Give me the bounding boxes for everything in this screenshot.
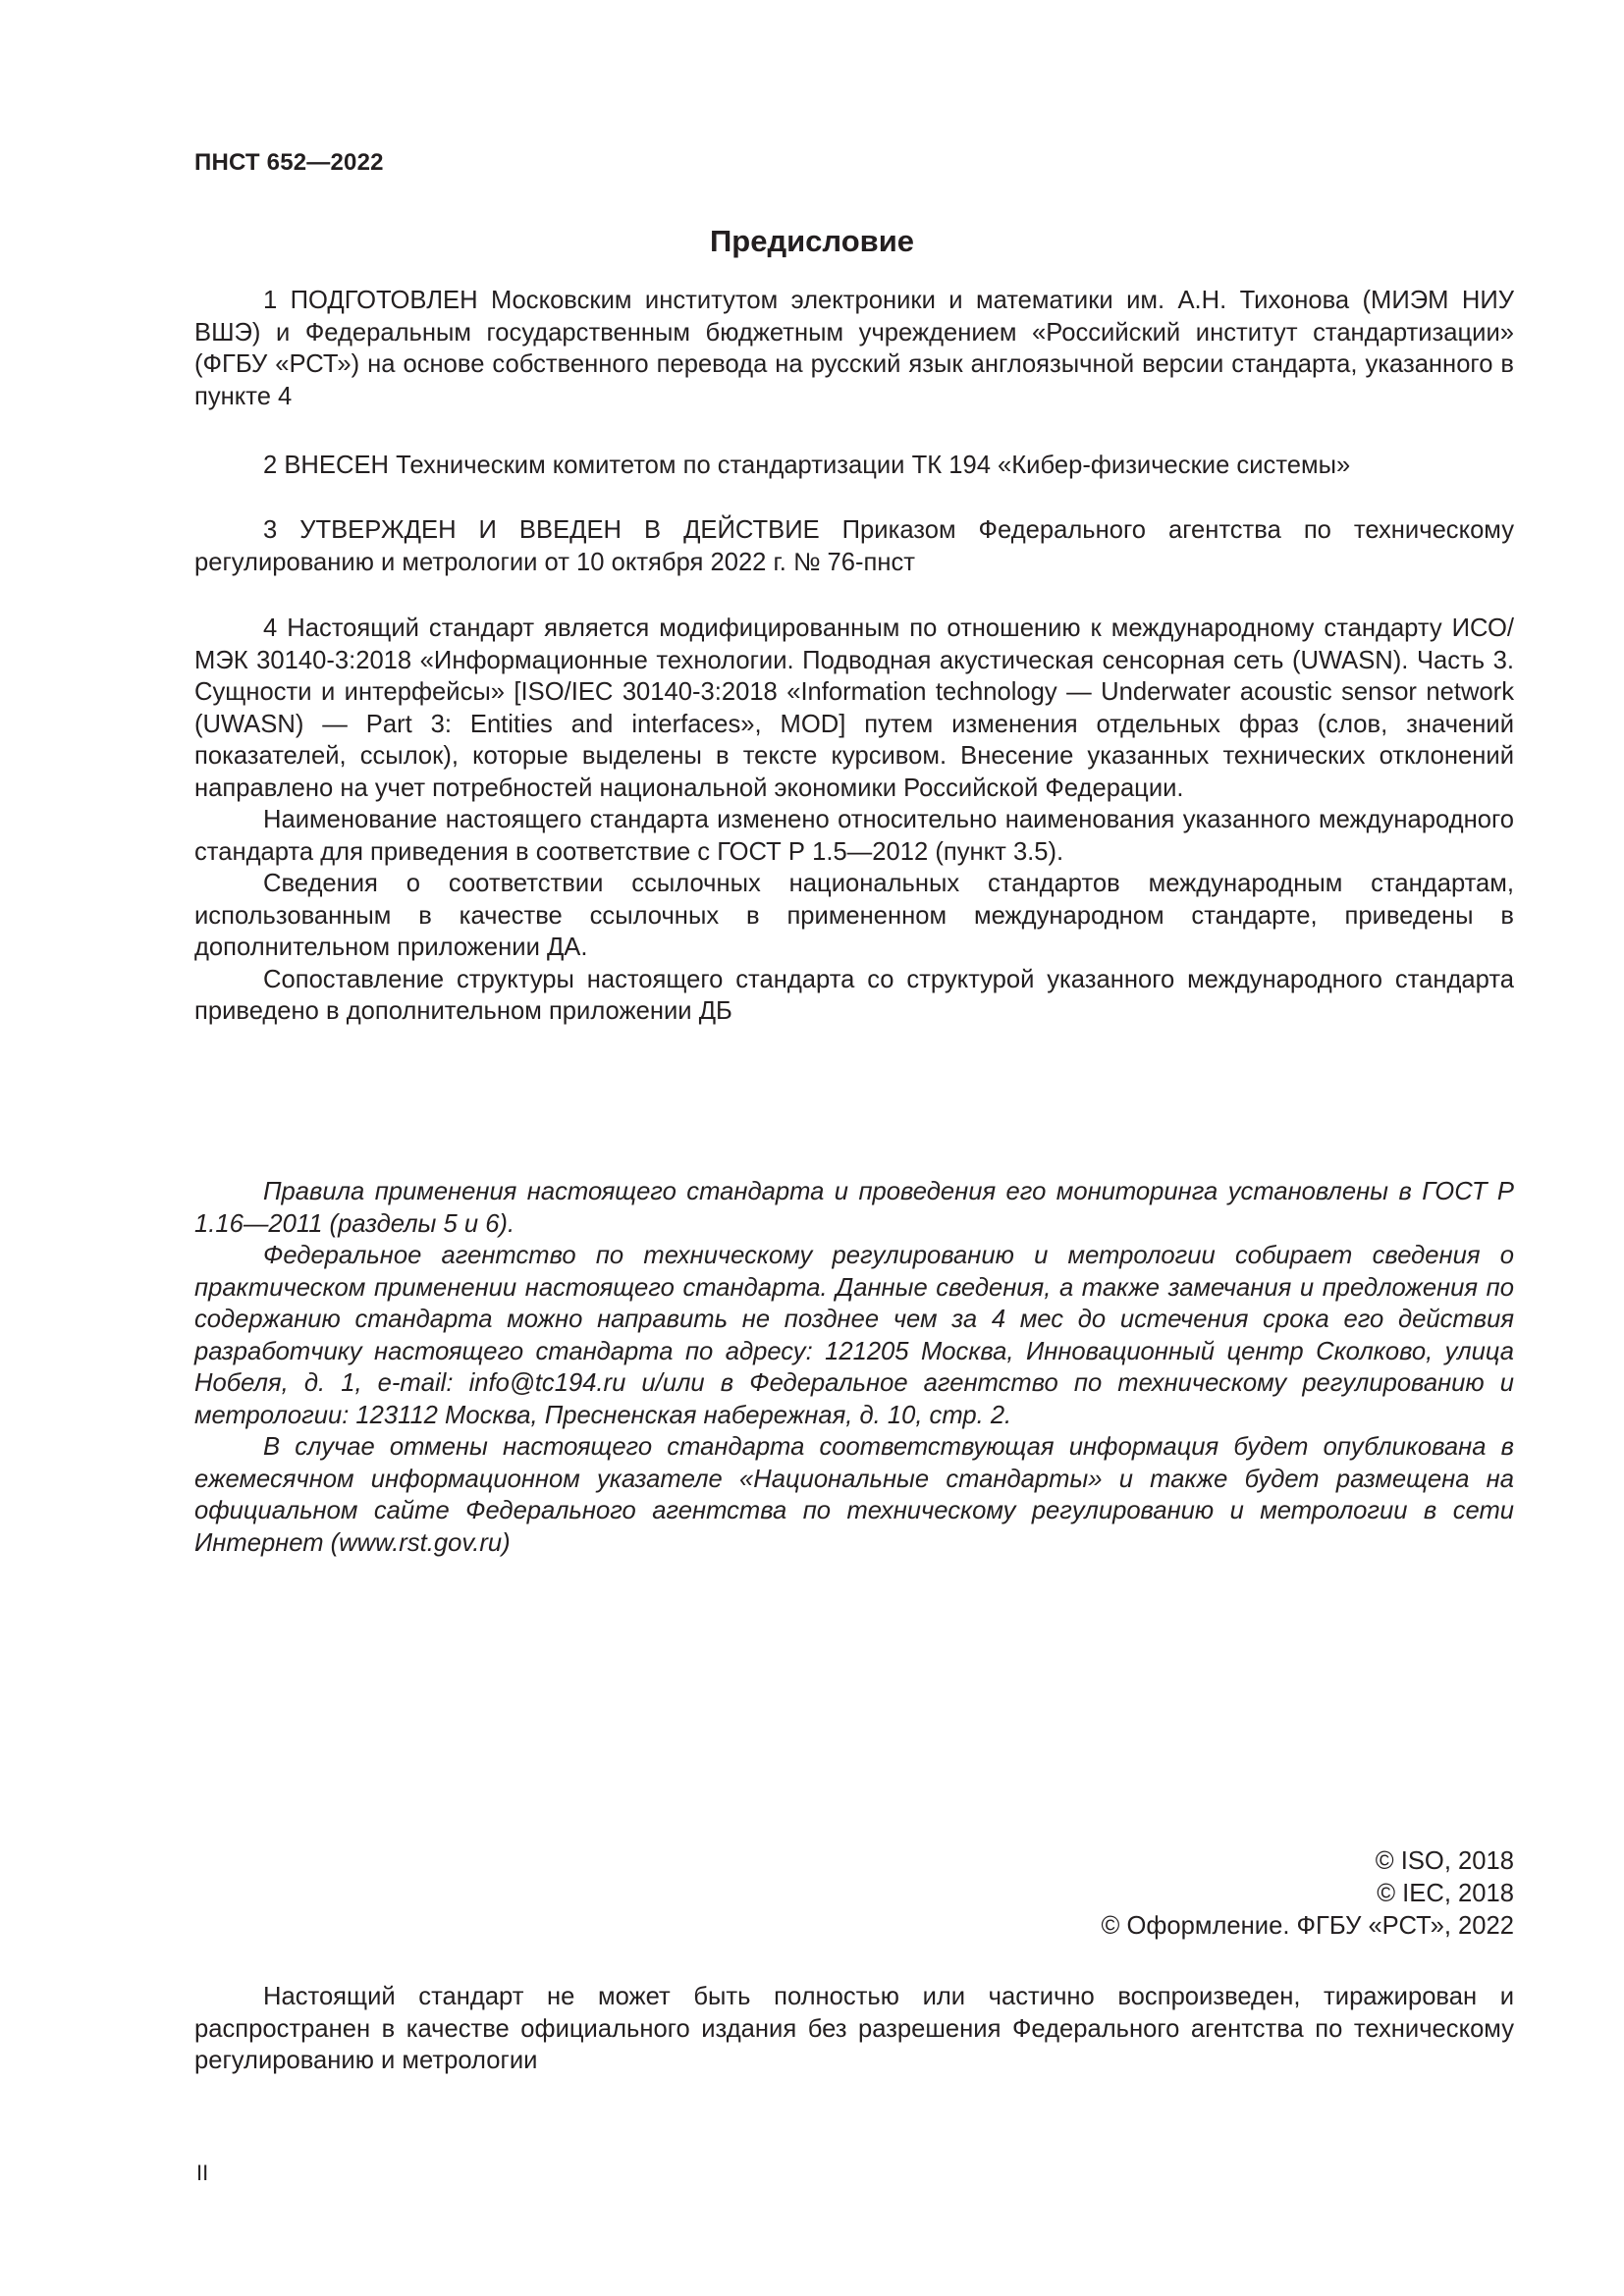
copyright-block <box>1102 1845 1515 1943</box>
note-feedback: Федеральное агентство по техническому регулированию и метрологии собирает сведения о практическом применении настоящего стандарта. Данные сведения, а также замечания и предложения по содержанию стандарта можно направить не позднее чем за 4 мес до истечения срока его действия разработчику настоящего стандарта по адресу: 121205 Москва, Инновационный центр Сколково, улица Нобеля, д. 1, e-mail: info@tc194.ru и/или в Федеральное агентство по техническому регулированию и метрологии: 123112 Москва, Пресненская набережная, д. 10, стр. 2. <box>194 1242 1514 1429</box>
italic-notes <box>194 1176 1514 1559</box>
item-prepared: 1 ПОДГОТОВЛЕН Московским институтом электроники и математики им. А.Н. Тихонова (МИЭМ НИУ ВШЭ) и Федеральным государственным бюджетным учреждением «Российский институт стандартизации» (ФГБУ «РСТ») на основе собственного перевода на русский язык англоязычной версии стандарта, указанного в пункте 4 <box>194 287 1514 410</box>
reproduction-notice <box>194 1981 1514 2077</box>
page-number: II <box>196 2161 209 2185</box>
copyright-iso: © ISO, 2018 <box>1375 1847 1514 1875</box>
section-3 <box>194 514 1514 578</box>
document-id: ПНСТ 652—2022 <box>194 149 384 176</box>
notice-text: Настоящий стандарт не может быть полностью или частично воспроизведен, тиражирован и распространен в качестве официального издания без разрешения Федерального агентства по техническому регулированию и метрологии <box>194 1983 1514 2074</box>
page-title: Предисловие <box>709 224 914 258</box>
section-1 <box>194 285 1514 412</box>
item-modified-standard: 4 Настоящий стандарт является модифицированным по отношению к международному стандарту ИСО/МЭК 30140-3:2018 «Информационные технологии. Подводная акустическая сенсорная сеть (UWASN). Часть 3. Сущности и интерфейсы» [ISO/IEC 30140-3:2018 «Information technology — Underwater acoustic sensor network (UWASN) — Part 3: Entities and interfaces», MOD] путем изменения отдельных фраз (слов, значений показателей, ссылок), которые выделены в тексте курсивом. Внесение указанных технических отклонений направлено на учет потребностей национальной экономики Российской Федерации. <box>194 614 1514 802</box>
item-structure-comparison: Сопоставление структуры настоящего стандарта со структурой указанного международного стандарта приведено в дополнительном приложении ДБ <box>194 965 1514 1025</box>
note-application-rules: Правила применения настоящего стандарта и проведения его мониторинга установлены в ГОСТ Р 1.16—2011 (разделы 5 и 6). <box>194 1178 1514 1238</box>
copyright-iec: © IEC, 2018 <box>1377 1880 1514 1907</box>
item-introduced: 2 ВНЕСЕН Техническим комитетом по стандартизации ТК 194 «Кибер-физические системы» <box>263 452 1351 479</box>
note-cancellation: В случае отмены настоящего стандарта соответствующая информация будет опубликована в ежемесячном информационном указателе «Национальные стандарты» и также будет размещена на официальном сайте Федерального агентства по техническому регулированию и метрологии в сети Интернет (www.rst.gov.ru) <box>194 1433 1514 1557</box>
section-4 <box>194 613 1514 1028</box>
section-2 <box>194 450 1514 482</box>
copyright-rst: © Оформление. ФГБУ «РСТ», 2022 <box>1101 1912 1514 1940</box>
item-name-change: Наименование настоящего стандарта изменено относительно наименования указанного международного стандарта для приведения в соответствие с ГОСТ Р 1.5—2012 (пункт 3.5). <box>194 806 1514 866</box>
item-approved: 3 УТВЕРЖДЕН И ВВЕДЕН В ДЕЙСТВИЕ Приказом Федерального агентства по техническому регулированию и метрологии от 10 октября 2022 г. № 76-пнст <box>194 516 1514 576</box>
item-reference-info: Сведения о соответствии ссылочных национальных стандартов международным стандартам, использованным в качестве ссылочных в примененном международном стандарте, приведены в дополнительном приложении ДА. <box>194 870 1514 961</box>
